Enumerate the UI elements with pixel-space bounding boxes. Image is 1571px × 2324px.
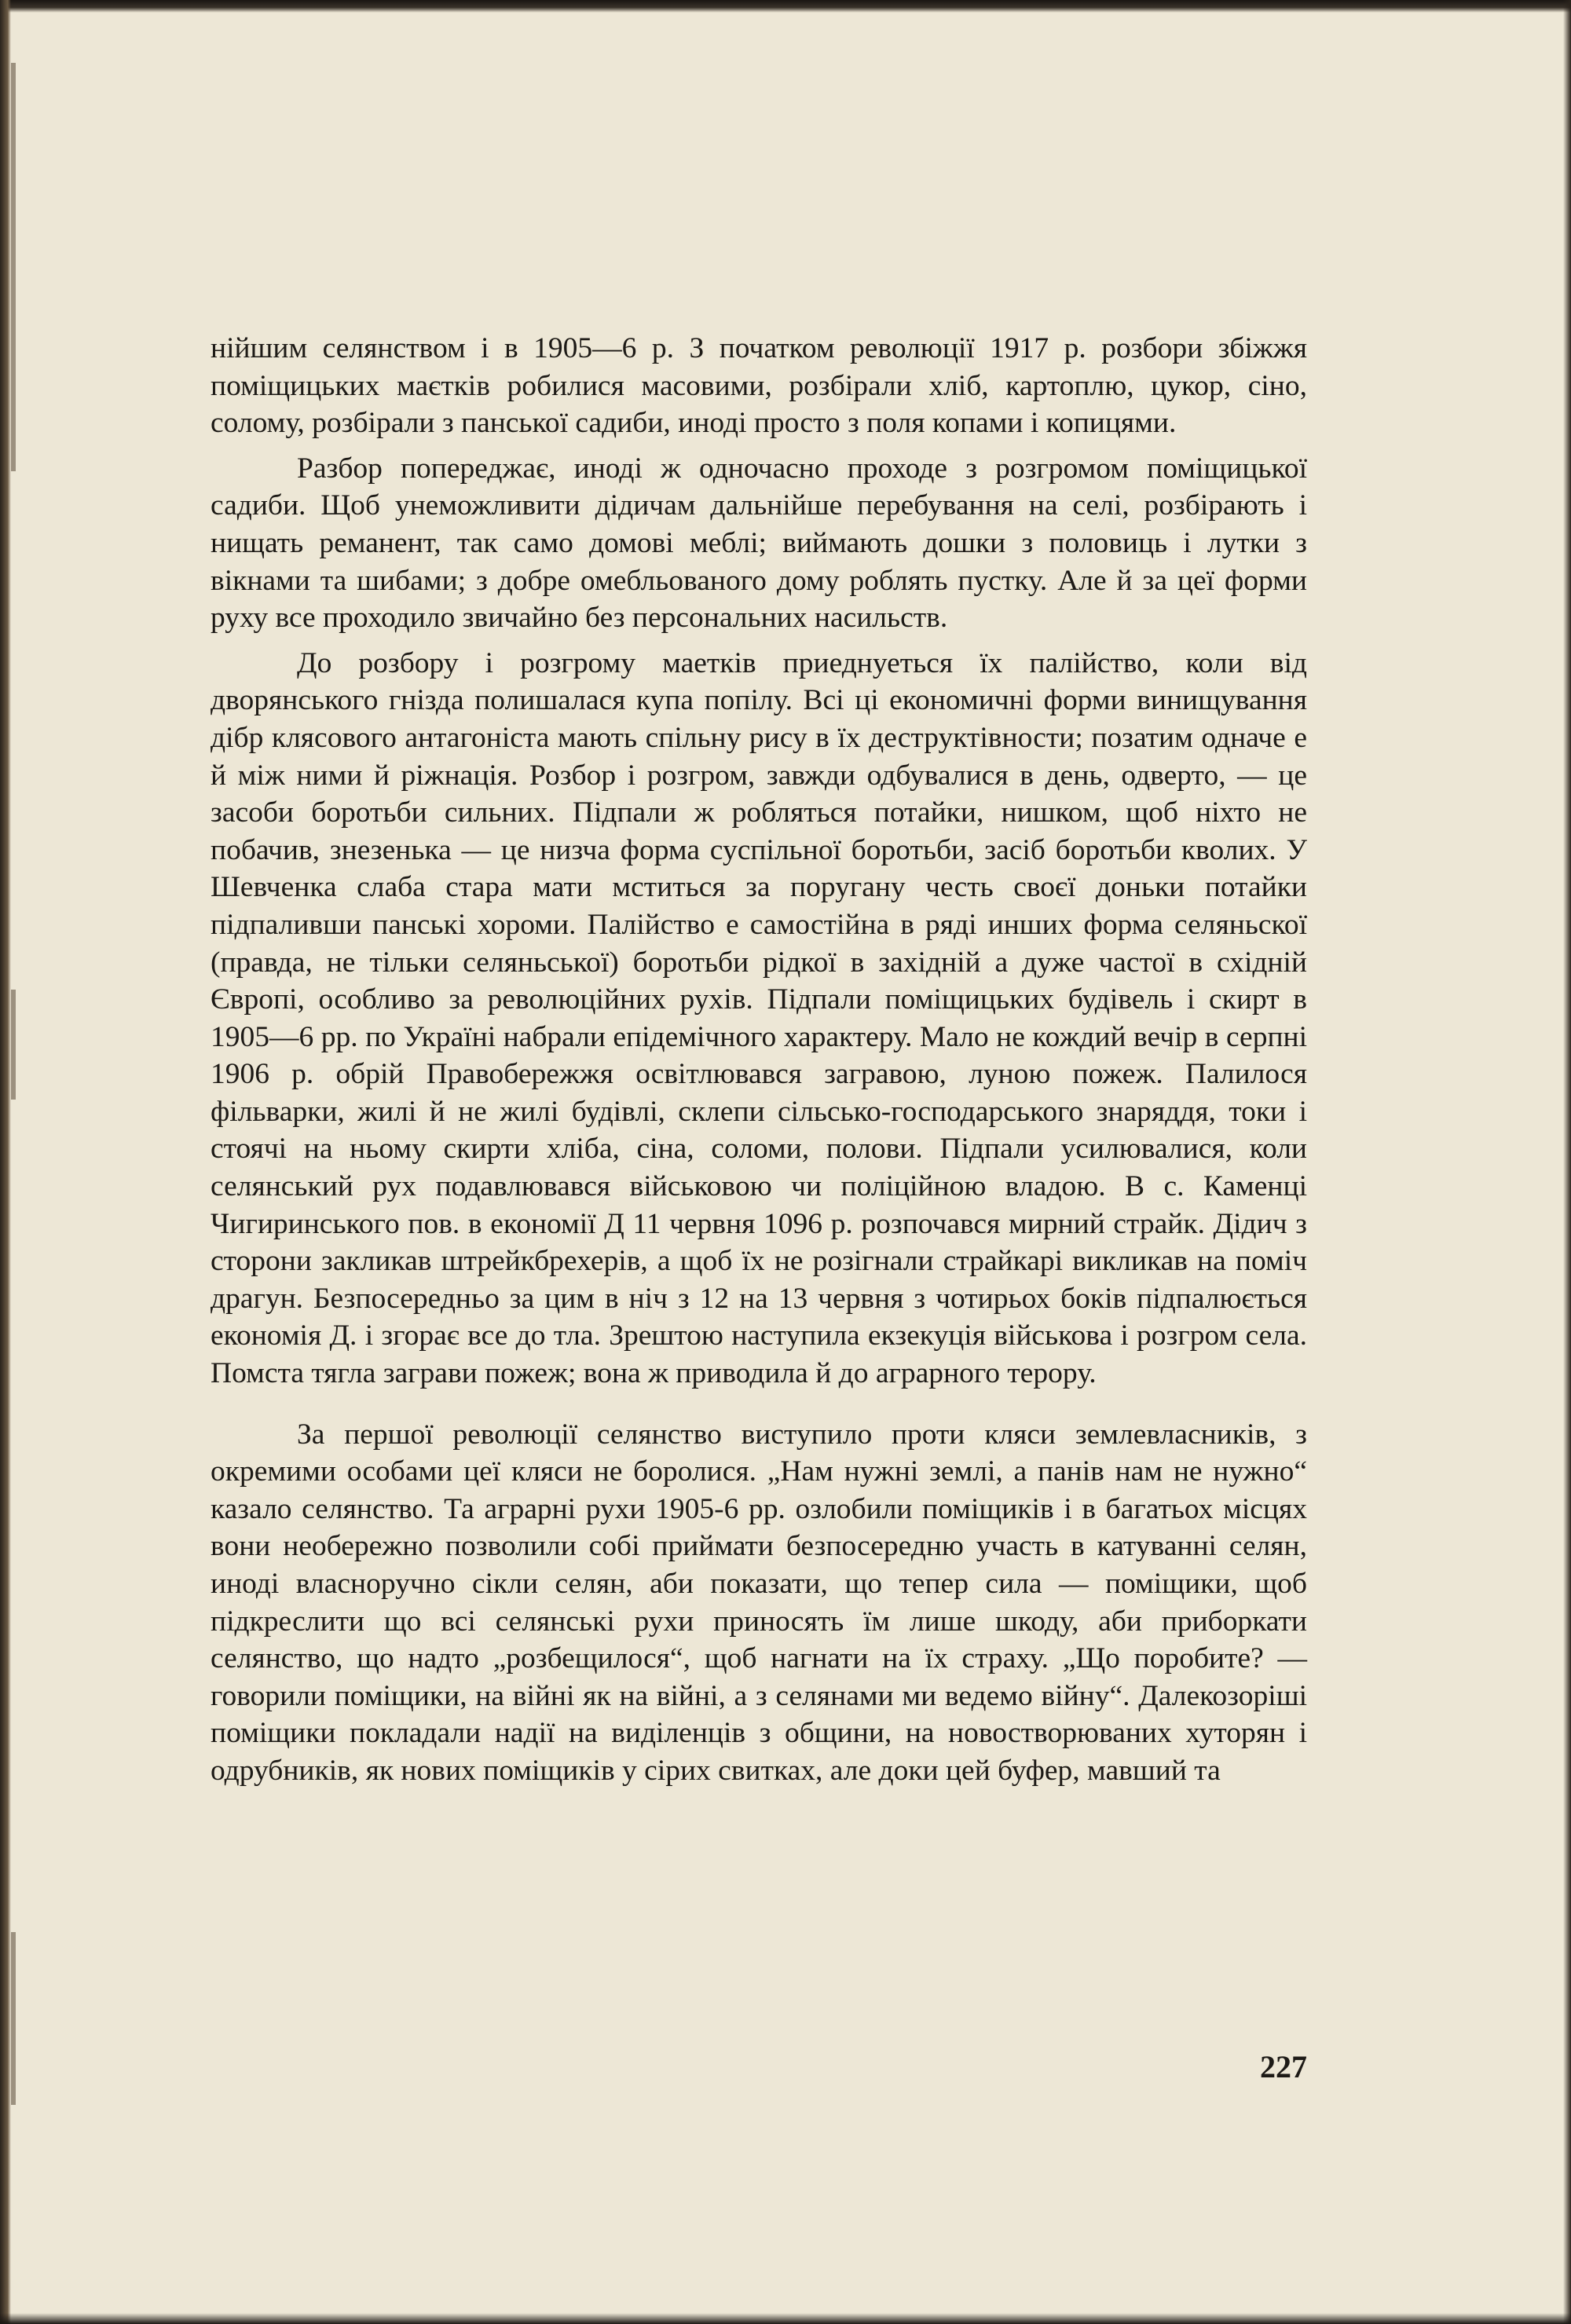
binding-mark xyxy=(11,1932,16,2105)
binding-mark xyxy=(11,990,16,1100)
page-bottom-shadow xyxy=(0,2313,1571,2324)
page-top-shadow xyxy=(0,0,1571,13)
book-binding-edge xyxy=(0,0,11,2324)
page-number: 227 xyxy=(1260,2049,1307,2084)
paragraph-3: До розбору і розгрому маетків приеднуеться їх палійство, коли від дворянського гнізда полишалася купа попілу. Всі ці економичні форми винищування дібр клясового антагоніста мають спільну рису в їх деструктівности; позатим одначе е й між ними й ріжнація. Розбор і розгром, завжди одбувалися в день, одверто, — це засоби боротьби сильних. Підпали ж робляться потайки, нишком, щоб ніхто не побачив, знезенька — це низча форма суспільної боротьби, засіб боротьби кволих. У Шевченка слаба стара мати мститься за поругану честь своєї доньки потайки підпаливши панські хороми. Палійство е самостійна в ряді инших форма селяньскої (правда, не тільки селяньської) боротьби рідкої в західній а дуже частої в східній Європі, особливо за революційних рухів. Підпали поміщицьких будівель і скирт в 1905—6 рр. по Україні набрали епідемічного характеру. Мало не кождий вечір в серпні 1906 р. обрій Правобережжя освітлювався загравою, луною пожеж. Палилося фільварки, жилі й не жилі будівлі, склепи сільсько-господарського знаряддя, токи і стоячі на ньому скирти хліба, сіна, соломи, полови. Підпали усилювалися, коли селянський рух подавлювався військовою чи поліційною владою. В с. Каменці Чигиринського пов. в економії Д 11 червня 1096 р. розпочався мирний страйк. Дідич з сторони закликав штрейкбрехерів, а щоб їх не розігнали страйкарі викликав на поміч драгун. Безпосередньо за цим в ніч з 12 на 13 червня з чотирьох боків підпалюється економія Д. і згорає все до тла. Зрештою наступила екзекуція військова і розгром села. Помста тягла заграви пожеж; вона ж приводила й до аграрного терору. xyxy=(211,646,1307,1390)
paragraph-4: За першої революції селянство виступило проти кляси землевласників, з окремими особами цеї кляси не боролися. „Нам нужні землі, а панів нам не нужно“ казало селянство. Та аграрні рухи 1905-6 рр. озлобили поміщиків і в багатьох місцях вони необережно позволили собі приймати безпосередню участь в катуванні селян, иноді власноручно сікли селян, аби показати, що тепер сила — поміщики, щоб підкреслити що всі селянські рухи приносять їм лише шкоду, аби приборкати селянство, що надто „розбещилося“, щоб нагнати на їх страху. „Що поробите? — говорили поміщики, на війні як на війні, а з селянами ми ведемо війну“. Далекозоріші поміщики покладали надії на виділенців з общини, на новостворюваних хуторян і одрубників, як нових поміщиків у сірих свитках, але доки цей буфер, мавший та xyxy=(211,1418,1307,1787)
paragraph-2: Разбор попереджає, иноді ж одночасно проходе з розгромом поміщицької садиби. Щоб унеможливити дідичам дальнійше перебування на селі, розбірають і нищать реманент, так само домові меблі; виймають дошки з половиць і лутки з вікнами та шибами; з добре омебльованого дому роблять пустку. Але й за цеї форми руху все проходило звичайно без персональних насильств. xyxy=(211,452,1307,635)
binding-mark xyxy=(11,63,16,471)
paragraph-1: нійшим селянством і в 1905—6 р. З початком революції 1917 р. розбори збіжжя поміщицьких маєтків робилися масовими, розбірали хліб, картоплю, цукор, сіно, солому, розбірали з панської садиби, иноді просто з поля копами і копицями. xyxy=(211,332,1307,440)
body-text xyxy=(211,330,1307,1790)
page-right-shadow xyxy=(1563,0,1571,2324)
